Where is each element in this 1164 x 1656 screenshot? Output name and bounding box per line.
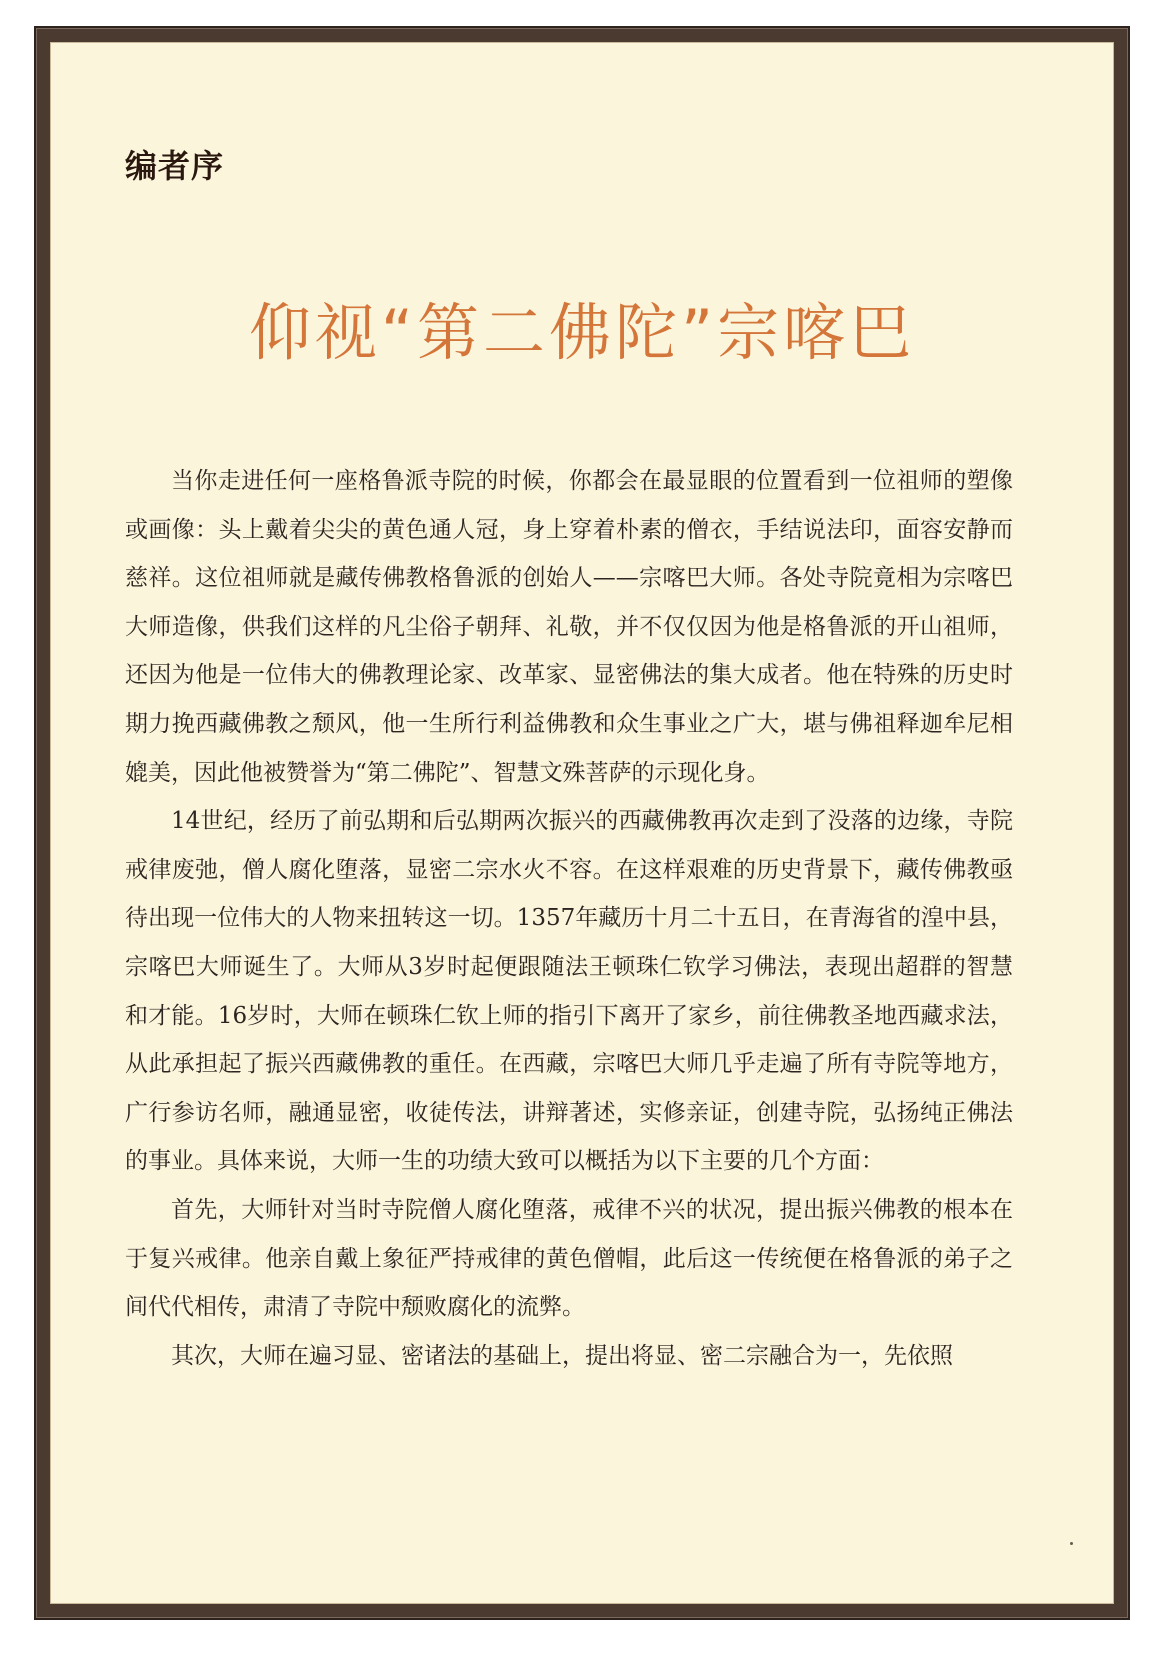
page-frame xyxy=(34,26,1130,1620)
paper-sheet xyxy=(50,42,1114,1604)
paragraph-3: 首先，大师针对当时寺院僧人腐化堕落，戒律不兴的状况，提出振兴佛教的根本在于复兴戒律。他亲自戴上象征严持戒律的黄色僧帽，此后这一传统便在格鲁派的弟子之间代代相传，肃清了寺院中颓败腐化的流弊。 xyxy=(125,1196,1013,1321)
paragraph-4: 其次，大师在遍习显、密诸法的基础上，提出将显、密二宗融合为一，先依照 xyxy=(171,1342,953,1369)
paragraph-2: 14世纪，经历了前弘期和后弘期两次振兴的西藏佛教再次走到了没落的边缘，寺院戒律废弛，僧人腐化堕落，显密二宗水火不容。在这样艰难的历史背景下，藏传佛教亟待出现一位伟大的人物来扭转这一切。1357年藏历十月二十五日，在青海省的湟中县，宗喀巴大师诞生了。大师从3岁时起便跟随法王顿珠仁钦学习佛法，表现出超群的智慧和才能。16岁时，大师在顿珠仁钦上师的指引下离开了家乡，前往佛教圣地西藏求法，从此承担起了振兴西藏佛教的重任。在西藏，宗喀巴大师几乎走遍了所有寺院等地方，广行参访名师，融通显密，收徒传法，讲辩著述，实修亲证，创建寺院，弘扬纯正佛法的事业。具体来说，大师一生的功绩大致可以概括为以下主要的几个方面： xyxy=(125,808,1013,1175)
corner-dot xyxy=(1070,1542,1073,1545)
section-label: 编者序 xyxy=(125,147,225,185)
main-title: 仰视“第二佛陀”宗喀巴 xyxy=(248,296,916,369)
paragraph-1: 当你走进任何一座格鲁派寺院的时候，你都会在最显眼的位置看到一位祖师的塑像或画像：头上戴着尖尖的黄色通人冠，身上穿着朴素的僧衣，手结说法印，面容安静而慈祥。这位祖师就是藏传佛教格鲁派的创始人——宗喀巴大师。各处寺院竟相为宗喀巴大师造像，供我们这样的凡尘俗子朝拜、礼敬，并不仅仅因为他是格鲁派的开山祖师，还因为他是一位伟大的佛教理论家、改革家、显密佛法的集大成者。他在特殊的历史时期力挽西藏佛教之颓风，他一生所行利益佛教和众生事业之广大，堪与佛祖释迦牟尼相媲美，因此他被赞誉为“第二佛陀”、智慧文殊菩萨的示现化身。 xyxy=(125,468,1013,786)
body-text xyxy=(125,457,1013,1380)
